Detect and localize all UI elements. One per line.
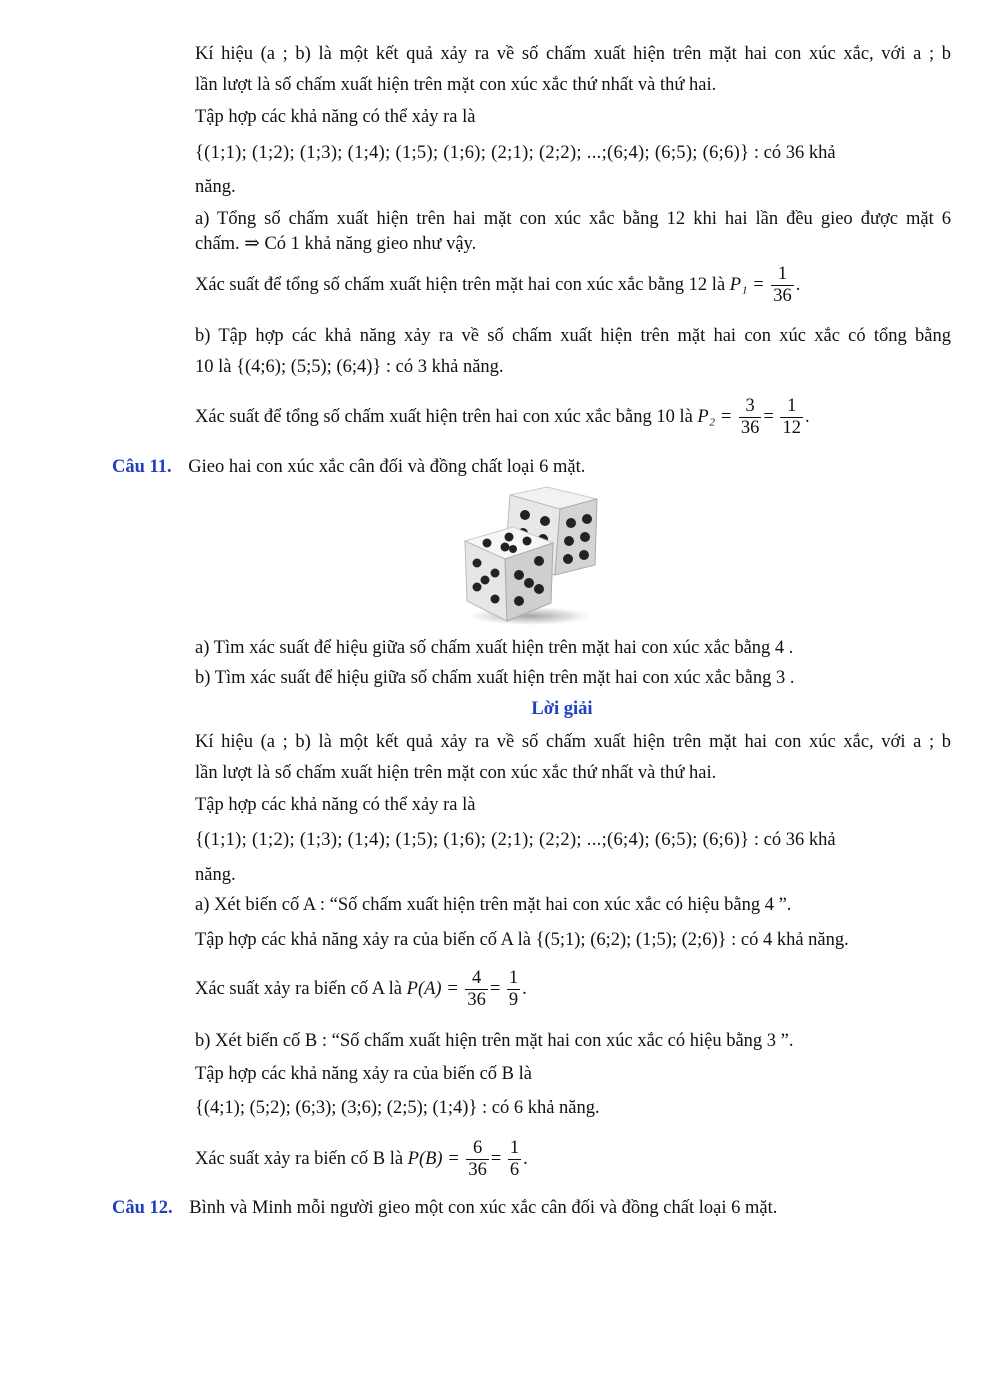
solution-title: Lời giải — [531, 699, 593, 719]
sol10-sample-space-tail: : có 36 khả — [753, 143, 836, 163]
sol10-line1: Kí hiệu (a ; b) là một kết quả xảy ra về số chấm xuất hiện trên mặt hai con xúc xắc, với a ; b — [195, 44, 951, 64]
fraction — [780, 396, 803, 440]
sol11-a-set: Tập hợp các khả năng xảy ra của biến cố A là {(5;1); (6;2); (1;5); (2;6)} : có 4 khả năng. — [195, 930, 849, 950]
question-12 — [112, 1197, 777, 1219]
sol10-line2: lần lượt là số chấm xuất hiện trên mặt con xúc xắc thứ nhất và thứ hai. — [195, 75, 717, 95]
sol11-a-probability: Xác suất xảy ra biến cố A là P(A) = $\frac{4}{36}$ = $\frac{1}{9}$ . — [195, 968, 527, 1011]
sol10-b-probability: Xác suất để tổng số chấm xuất hiện trên hai con xúc xắc bằng 10 là P₂ = $\frac{3}{36}$ = $\frac{1}{12}$ . — [195, 396, 810, 439]
sol11-line1: Kí hiệu (a ; b) là một kết quả xảy ra về số chấm xuất hiện trên mặt hai con xúc xắc, với a ; b — [195, 732, 951, 752]
sol10-a-prob-text: Xác suất để tổng số chấm xuất hiện trên mặt hai con xúc xắc bằng 12 là — [195, 275, 726, 296]
sol11-b-prob-lhs: P(B) = — [407, 1149, 460, 1170]
sol11-b-probability: Xác suất xảy ra biến cố B là P(B) = $\frac{6}{36}$ = $\frac{1}{6}$ . — [195, 1138, 528, 1181]
sol11-b-prob-text: Xác suất xảy ra biến cố B là — [195, 1149, 404, 1170]
sol10-sample-space-set: {(1;1); (1;2); (1;3); (1;4); (1;5); (1;6); (2;1); (2;2); ...;(6;4); (6;5); (6;6)} — [195, 143, 750, 163]
question-12-text: Bình và Minh mỗi người gieo một con xúc xắc cân đối và đồng chất loại 6 mặt. — [189, 1198, 778, 1218]
sol11-sample-space-set: {(1;1); (1;2); (1;3); (1;4); (1;5); (1;6); (2;1); (2;2); ...;(6;4); (6;5); (6;6)} — [195, 830, 750, 850]
sol10-b-prob-text: Xác suất để tổng số chấm xuất hiện trên hai con xúc xắc bằng 10 là — [195, 407, 693, 428]
numerator: 1 — [507, 968, 520, 990]
fraction — [507, 968, 520, 1012]
sol10-line3: Tập hợp các khả năng có thể xảy ra là — [195, 107, 476, 127]
dice-image — [455, 483, 615, 628]
denominator: 9 — [508, 990, 519, 1011]
sol11-a-prob-lhs: P(A) = — [406, 979, 459, 1000]
sol11-b-set: {(4;1); (5;2); (6;3); (3;6); (2;5); (1;4)} : có 6 khả năng. — [195, 1098, 600, 1118]
numerator: 1 — [508, 1138, 521, 1160]
sol11-line2: lần lượt là số chấm xuất hiện trên mặt con xúc xắc thứ nhất và thứ hai. — [195, 763, 717, 783]
denominator: 36 — [773, 286, 792, 307]
numerator: 1 — [771, 264, 794, 286]
denominator: 36 — [468, 1160, 487, 1181]
sol10-b-line2: 10 là {(4;6); (5;5); (6;4)} : có 3 khả năng. — [195, 357, 504, 377]
sol11-b-line2: Tập hợp các khả năng xảy ra của biến cố B là — [195, 1064, 532, 1084]
numerator: 3 — [739, 396, 762, 418]
denominator: 6 — [509, 1160, 520, 1181]
front-die — [465, 527, 553, 621]
sol11-line3: Tập hợp các khả năng có thể xảy ra là — [195, 795, 476, 815]
sol11-a-event: a) Xét biến cố A : “Số chấm xuất hiện trên mặt hai con xúc xắc có hiệu bằng 4 ”. — [195, 895, 792, 915]
fraction — [508, 1138, 521, 1182]
denominator: 36 — [740, 418, 760, 439]
sol11-sample-space-tail: : có 36 khả — [753, 830, 836, 850]
fraction — [739, 396, 762, 440]
numerator: 1 — [780, 396, 803, 418]
denominator: 12 — [782, 418, 801, 439]
question-11-text: Gieo hai con xúc xắc cân đối và đồng chất loại 6 mặt. — [188, 457, 586, 477]
sol10-a-line1: a) Tổng số chấm xuất hiện trên hai mặt con xúc xắc bằng 12 khi hai lần đều gieo được mặt 6 — [195, 209, 951, 229]
question-11 — [112, 456, 585, 478]
sol10-a-line2: chấm. ⇒ Có 1 khả năng gieo như vậy. — [195, 234, 477, 254]
sol11-line5: năng. — [195, 865, 236, 885]
question-11-part-a: a) Tìm xác suất để hiệu giữa số chấm xuất hiện trên mặt hai con xúc xắc bằng 4 . — [195, 638, 794, 658]
numerator: 4 — [465, 968, 488, 990]
sol11-sample-space — [195, 829, 836, 851]
fraction — [771, 264, 794, 308]
question-12-label: Câu 12. — [112, 1198, 173, 1218]
sol10-sample-space — [195, 142, 836, 164]
sol10-b-prob-lhs: P₂ = — [697, 407, 733, 428]
denominator: 36 — [467, 990, 486, 1011]
question-11-part-b: b) Tìm xác suất để hiệu giữa số chấm xuất hiện trên mặt hai con xúc xắc bằng 3 . — [195, 668, 795, 688]
sol11-a-prob-text: Xác suất xảy ra biến cố A là — [195, 979, 403, 1000]
sol10-b-line1: b) Tập hợp các khả năng xảy ra về số chấm xuất hiện trên mặt hai con xúc xắc có tổng bằng — [195, 326, 951, 346]
sol10-a-probability: Xác suất để tổng số chấm xuất hiện trên mặt hai con xúc xắc bằng 12 là P₁ = $\frac{1}{36}$ . — [195, 264, 801, 307]
fraction — [465, 968, 488, 1012]
sol11-b-event: b) Xét biến cố B : “Số chấm xuất hiện trên mặt hai con xúc xắc có hiệu bằng 3 ”. — [195, 1031, 794, 1051]
question-11-label: Câu 11. — [112, 457, 172, 477]
sol10-line5: năng. — [195, 177, 236, 197]
sol10-a-prob-lhs: P₁ = — [729, 275, 765, 296]
numerator: 6 — [466, 1138, 489, 1160]
fraction — [466, 1138, 489, 1182]
